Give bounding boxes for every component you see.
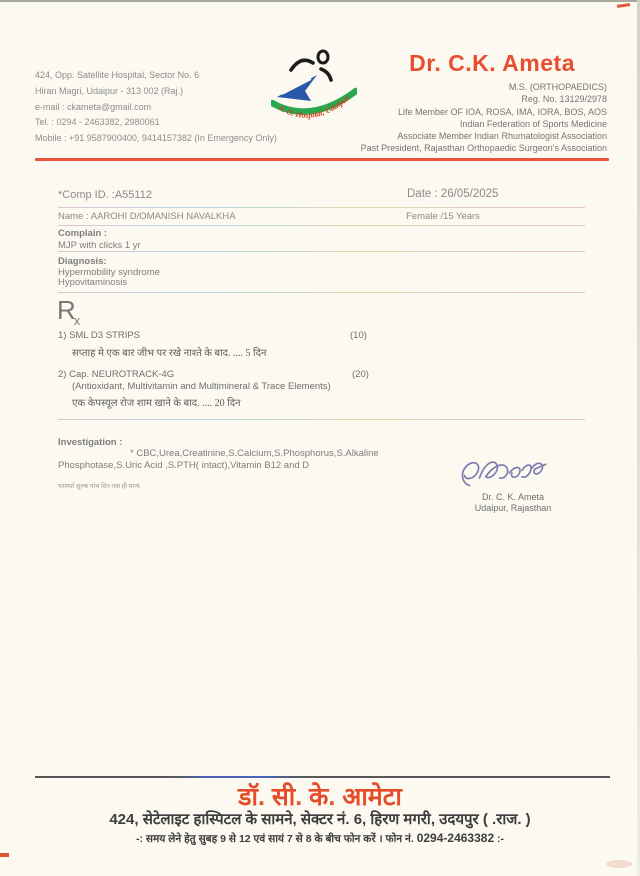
row-divider xyxy=(58,419,585,420)
footer-address-hindi: 424, सेटेलाइट हास्पिटल के सामने, सेक्टर नं. 6, हिरण मगरी, उदयपुर ( .राज. ) xyxy=(109,811,531,828)
logo-caption: A. O. Hospital, Udaipur xyxy=(276,93,352,120)
investigation-label: Investigation : xyxy=(58,437,123,448)
doctor-degree: M.S. (ORTHOPAEDICS) xyxy=(508,82,607,92)
row-divider xyxy=(58,292,585,293)
investigation-tests-line2: Phosphotase,S.Uric Acid ,S.PTH( intact),Vitamin B12 and D xyxy=(58,460,310,471)
row-divider xyxy=(58,251,585,252)
comp-id: *Comp ID. :A55112 xyxy=(58,189,152,201)
clinic-contact-block xyxy=(35,68,290,147)
doctor-membership: Indian Federation of Sports Medicine xyxy=(459,118,607,129)
visit-date: Date : 26/05/2025 xyxy=(407,188,499,200)
clinic-address-line1: 424, Opp. Satellite Hospital, Sector No. 6 xyxy=(35,70,200,80)
footer-phone-prefix: -: समय लेने हेतु सुबह 9 से 12 एवं सायं 7 से 8 के बीच फोन करें । फोन नं. xyxy=(135,833,417,845)
rx-symbol-x: x xyxy=(73,313,81,328)
footer-divider xyxy=(35,776,610,778)
doctor-registration: Reg. No. 13129/2978 xyxy=(521,94,607,105)
signature-doctor-name: Dr. C. K. Ameta xyxy=(481,492,545,502)
doctor-membership: Past President, Rajasthan Orthopaedic Surgeon's Association xyxy=(360,143,607,154)
doctor-membership: Life Member OF IOA, ROSA, IMA, IORA, BOS, AOS xyxy=(397,106,607,117)
diagnosis-line: Hypovitaminosis xyxy=(58,277,128,288)
rx-item-1-qty: (10) xyxy=(350,330,367,341)
row-divider xyxy=(58,225,585,226)
scan-smudge xyxy=(606,860,632,868)
rx-item-2-composition: (Antioxidant, Multivitamin and Multimineral & Trace Elements) xyxy=(72,381,331,392)
footer-doctor-name-hindi: डॉ. सी. के. आमेटा xyxy=(238,783,402,811)
rx-item-1: 1) SML D3 STRIPS xyxy=(58,330,141,341)
validity-note: परामर्श शुल्क पांच दिन तक ही मान्य xyxy=(58,483,140,490)
footer-phone-number: 0294-2463382 xyxy=(416,831,495,845)
rx-item-2-instruction: एक केपस्यूल रोज शाम खाने के बाद. .... 20 दिन xyxy=(72,398,241,409)
footer-phone-line xyxy=(0,831,640,846)
doctor-name: Dr. C.K. Ameta xyxy=(409,50,575,76)
footer-phone-suffix: :- xyxy=(494,833,505,845)
doctor-credentials-block xyxy=(267,50,607,155)
doctor-signature-icon xyxy=(452,452,552,494)
header-divider xyxy=(35,158,609,161)
rx-item-2: 2) Cap. NEUROTRACK-4G xyxy=(58,369,175,380)
clinic-mobile: Mobile : +91 9587900400, 9414157382 (In Emergency Only) xyxy=(35,133,277,144)
investigation-tests-line1: * CBC,Urea,Creatinine,S.Calcium,S.Phosphorus,S.Alkaline xyxy=(130,448,379,459)
diagnosis-line: Hypermobility syndrome xyxy=(58,267,160,278)
rx-symbol xyxy=(57,295,80,328)
rx-item-2-qty: (20) xyxy=(352,369,369,380)
scan-red-mark-top xyxy=(617,3,630,8)
complain-label: Complain : xyxy=(58,228,108,239)
signature-stroke xyxy=(462,462,545,485)
scan-red-mark-bottom xyxy=(0,853,9,857)
doctor-membership: Associate Member Indian Rhumatologist Association xyxy=(397,131,607,142)
scan-edge-top xyxy=(0,0,640,2)
clinic-email: e-mail : ckameta@gmail.com xyxy=(35,101,152,112)
rx-symbol-r: R xyxy=(57,295,76,325)
rx-item-1-instruction: सप्ताह मे एक बार जीभ पर रखे नाश्ते के बाद. .... 5 दिन xyxy=(72,348,267,359)
complain-value: MJP with clicks 1 yr xyxy=(58,240,141,251)
clinic-address-line2: Hiran Magri, Udaipur - 313 002 (Raj.) xyxy=(35,85,184,96)
signature-place: Udaipur, Rajasthan xyxy=(474,503,552,513)
patient-sex-age: Female /15 Years xyxy=(406,211,480,222)
row-divider xyxy=(58,207,585,208)
diagnosis-label: Diagnosis: xyxy=(58,256,107,267)
patient-name: Name : AAROHI D/OMANISH NAVALKHA xyxy=(58,211,236,222)
clinic-telephone: Tel. : 0294 - 2463382, 2980061 xyxy=(35,117,160,128)
